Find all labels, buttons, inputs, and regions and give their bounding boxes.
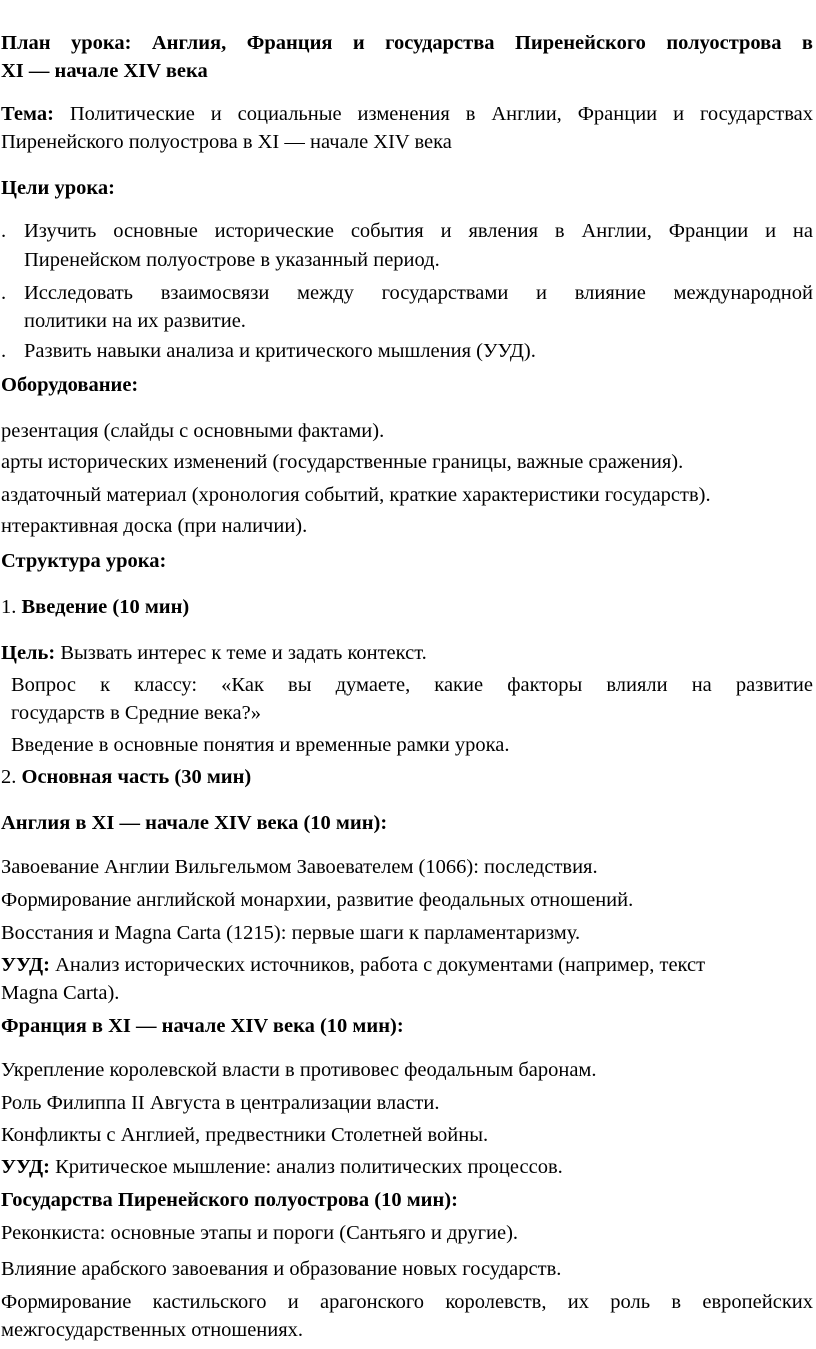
- list-marker: .: [1, 340, 7, 362]
- equipment-item-4: нтерактивная доска (при наличии).: [1, 515, 308, 537]
- intro-goal: [1, 643, 427, 664]
- list-marker: .: [1, 282, 7, 304]
- england-item-1: Завоевание Англии Вильгельмом Завоевателем (1066): последствия.: [1, 856, 598, 878]
- section-title: Основная часть (30 мин): [21, 766, 252, 788]
- france-item-1: Укрепление королевской власти в противовес феодальным баронам.: [1, 1059, 597, 1081]
- england-uud-line-1: [1, 955, 705, 976]
- england-uud-line-2: Magna Carta).: [1, 982, 120, 1004]
- uud-label: УУД:: [1, 1156, 50, 1178]
- uud-label: УУД:: [1, 954, 50, 976]
- iberia-heading: Государства Пиренейского полуострова (10 мин):: [1, 1189, 458, 1211]
- france-item-3: Конфликты с Англией, предвестники Столетней войны.: [1, 1124, 489, 1146]
- england-item-3: Восстания и Magna Carta (1215): первые шаги к парламентаризму.: [1, 922, 581, 944]
- iberia-item-3-line-1: Формирование кастильского и арагонского королевств, их роль в европейских: [1, 1291, 813, 1313]
- iberia-item-1: Реконкиста: основные этапы и пороги (Сантьяго и другие).: [1, 1222, 519, 1244]
- lesson-title-line-2: XI — начале XIV века: [1, 60, 208, 82]
- france-heading: Франция в XI — начале XIV века (10 мин):: [1, 1015, 404, 1037]
- goal-item-2-line-1: Исследовать взаимосвязи между государствами и влияние международной: [24, 282, 813, 304]
- france-item-2: Роль Филиппа II Августа в централизации власти.: [1, 1092, 440, 1114]
- equipment-item-3: аздаточный материал (хронология событий, краткие характеристики государств).: [1, 484, 711, 506]
- section-main-heading: [1, 767, 251, 788]
- england-heading: Англия в XI — начале XIV века (10 мин):: [1, 812, 388, 834]
- uud-text: Критическое мышление: анализ политических процессов.: [55, 1156, 563, 1178]
- topic-line-2: Пиренейского полуострова в XI — начале XIV века: [1, 131, 452, 153]
- goal-item-3: Развить навыки анализа и критического мышления (УУД).: [24, 340, 536, 362]
- goal-item-2-line-2: политики на их развитие.: [24, 310, 246, 332]
- iberia-item-2: Влияние арабского завоевания и образование новых государств.: [1, 1258, 562, 1280]
- section-intro-heading: [1, 597, 189, 618]
- england-item-2: Формирование английской монархии, развитие феодальных отношений.: [1, 889, 634, 911]
- intro-bullet-1-line-2: государств в Средние века?»: [11, 702, 261, 724]
- goal-item-1-line-1: Изучить основные исторические события и явления в Англии, Франции и на: [24, 220, 813, 242]
- list-marker: .: [1, 220, 7, 242]
- section-number: 1.: [1, 596, 17, 618]
- iberia-item-3-line-2: межгосударственных отношениях.: [1, 1319, 304, 1341]
- intro-bullet-2: Введение в основные понятия и временные рамки урока.: [11, 734, 510, 756]
- topic-label: Тема:: [1, 103, 54, 125]
- section-number: 2.: [1, 766, 17, 788]
- structure-heading: Структура урока:: [1, 550, 167, 572]
- goal-label: Цель:: [1, 642, 56, 664]
- equipment-heading: Оборудование:: [1, 374, 139, 396]
- topic-line-1: [1, 104, 813, 125]
- uud-text: Анализ исторических источников, работа с документами (например, текст: [55, 954, 706, 976]
- goal-item-1-line-2: Пиренейском полуострове в указанный период.: [24, 249, 440, 271]
- france-uud: [1, 1157, 563, 1178]
- goal-text: Вызвать интерес к теме и задать контекст.: [60, 642, 427, 664]
- intro-bullet-1-line-1: Вопрос к классу: «Как вы думаете, какие факторы влияли на развитие: [11, 674, 813, 696]
- section-title: Введение (10 мин): [21, 596, 190, 618]
- topic-text: Политические и социальные изменения в Англии, Франции и государствах: [69, 103, 814, 125]
- equipment-item-1: резентация (слайды с основными фактами).: [1, 420, 385, 442]
- equipment-item-2: арты исторических изменений (государственные границы, важные сражения).: [1, 451, 684, 473]
- goals-heading: Цели урока:: [1, 177, 115, 199]
- lesson-title-line-1: План урока: Англия, Франция и государства Пиренейского полуострова в: [1, 32, 813, 54]
